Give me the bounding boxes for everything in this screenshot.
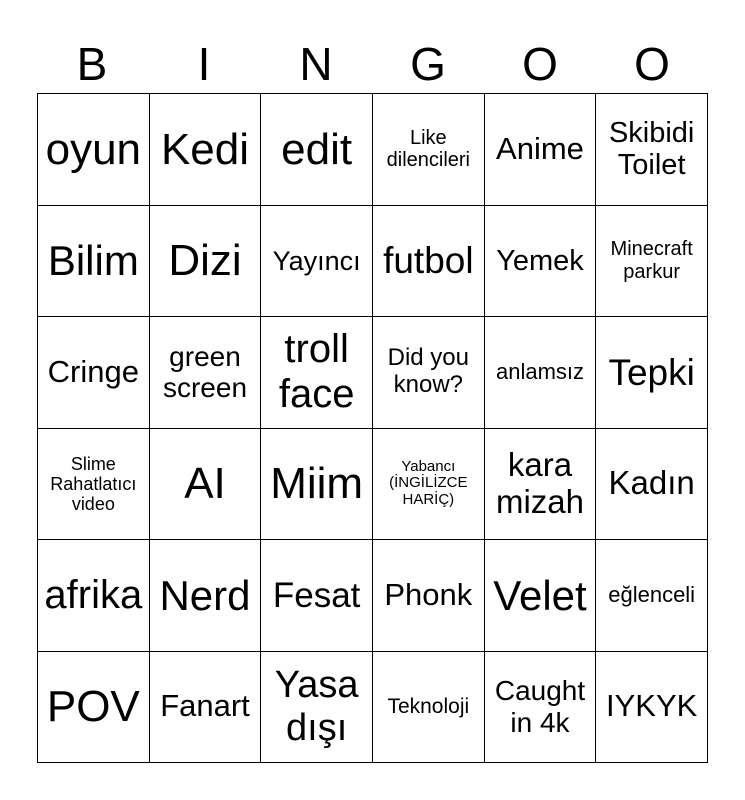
bingo-cell-label: Cringe [47, 353, 139, 389]
bingo-cell[interactable] [150, 540, 262, 652]
header-letter: G [410, 38, 446, 90]
bingo-header [36, 36, 708, 92]
bingo-cell[interactable] [261, 206, 373, 318]
bingo-cell[interactable] [485, 429, 597, 541]
bingo-cell-label: Skibidi Toilet [608, 116, 695, 182]
bingo-cell[interactable] [150, 317, 262, 429]
bingo-cell[interactable] [485, 652, 597, 764]
bingo-cell-label: Tepki [608, 351, 695, 393]
header-letter: O [634, 38, 670, 90]
bingo-cell[interactable] [38, 652, 150, 764]
bingo-cell-label: Slime Rahatlatıcı video [50, 453, 137, 514]
bingo-cell-label: Kedi [160, 124, 250, 174]
bingo-cell[interactable] [150, 429, 262, 541]
bingo-cell-label: IYKYK [605, 688, 698, 724]
bingo-cell-label: Phonk [384, 576, 473, 612]
bingo-cell-label: futbol [383, 240, 474, 282]
bingo-cell[interactable] [373, 540, 485, 652]
bingo-cell-label: Miim [270, 459, 364, 509]
bingo-cell-label: anlamsız [495, 358, 585, 384]
bingo-cell-label: Teknoloji [387, 694, 470, 718]
bingo-cell[interactable] [596, 652, 708, 764]
bingo-cell[interactable] [373, 652, 485, 764]
bingo-cell-label: POV [46, 682, 140, 732]
bingo-cell-label: Velet [493, 571, 587, 619]
bingo-cell-label: Nerd [159, 571, 251, 619]
bingo-cell[interactable] [485, 540, 597, 652]
bingo-cell[interactable] [261, 652, 373, 764]
bingo-cell-label: AI [184, 459, 226, 509]
bingo-cell[interactable] [596, 317, 708, 429]
bingo-cell-label: Yabancı (İNGİLİZCE HARİÇ) [389, 457, 468, 509]
bingo-cell[interactable] [596, 429, 708, 541]
bingo-cell-label: troll face [278, 327, 355, 417]
bingo-cell[interactable] [38, 429, 150, 541]
bingo-cell-label: Yayıncı [272, 245, 361, 276]
bingo-cell[interactable] [150, 652, 262, 764]
bingo-cell-label: Did you know? [387, 344, 469, 399]
bingo-cell[interactable] [38, 94, 150, 206]
bingo-cell[interactable] [261, 429, 373, 541]
bingo-cell[interactable] [261, 94, 373, 206]
bingo-cell-label: Yasa dışı [274, 664, 359, 749]
bingo-cell[interactable] [150, 206, 262, 318]
bingo-cell[interactable] [38, 540, 150, 652]
bingo-cell[interactable] [373, 206, 485, 318]
bingo-cell[interactable] [373, 94, 485, 206]
bingo-cell-label: Bilim [47, 237, 139, 285]
bingo-cell[interactable] [373, 317, 485, 429]
bingo-cell[interactable] [261, 540, 373, 652]
bingo-cell-label: Dizi [168, 236, 242, 286]
bingo-cell[interactable] [485, 317, 597, 429]
bingo-cell-label: Anime [496, 130, 584, 166]
bingo-grid [37, 93, 708, 763]
bingo-cell-label: Fanart [160, 688, 250, 724]
bingo-cell-label: Kadın [608, 464, 695, 502]
bingo-cell-label: edit [281, 124, 353, 174]
bingo-cell-label: Caught in 4k [494, 675, 586, 738]
bingo-cell-label: Fesat [272, 575, 361, 615]
bingo-cell[interactable] [373, 429, 485, 541]
bingo-cell-label: Yemek [496, 244, 584, 277]
bingo-cell[interactable] [38, 206, 150, 318]
bingo-cell-label: Minecraft parkur [610, 238, 693, 283]
bingo-cell[interactable] [596, 206, 708, 318]
bingo-cell[interactable] [485, 94, 597, 206]
header-letter: B [76, 38, 108, 90]
bingo-cell[interactable] [596, 540, 708, 652]
header-letter: O [522, 38, 558, 90]
bingo-cell[interactable] [485, 206, 597, 318]
bingo-cell[interactable] [38, 317, 150, 429]
bingo-cell-label: kara mizah [495, 445, 584, 520]
bingo-cell-label: green screen [162, 340, 248, 404]
bingo-cell-label: eğlenceli [608, 581, 696, 607]
bingo-cell-label: afrika [44, 572, 143, 617]
bingo-cell[interactable] [261, 317, 373, 429]
bingo-cell[interactable] [596, 94, 708, 206]
bingo-cell-label: oyun [45, 124, 142, 174]
bingo-cell-label: Like dilencileri [386, 126, 470, 172]
header-letter: I [197, 38, 211, 90]
header-letter: N [299, 38, 333, 90]
bingo-cell[interactable] [150, 94, 262, 206]
